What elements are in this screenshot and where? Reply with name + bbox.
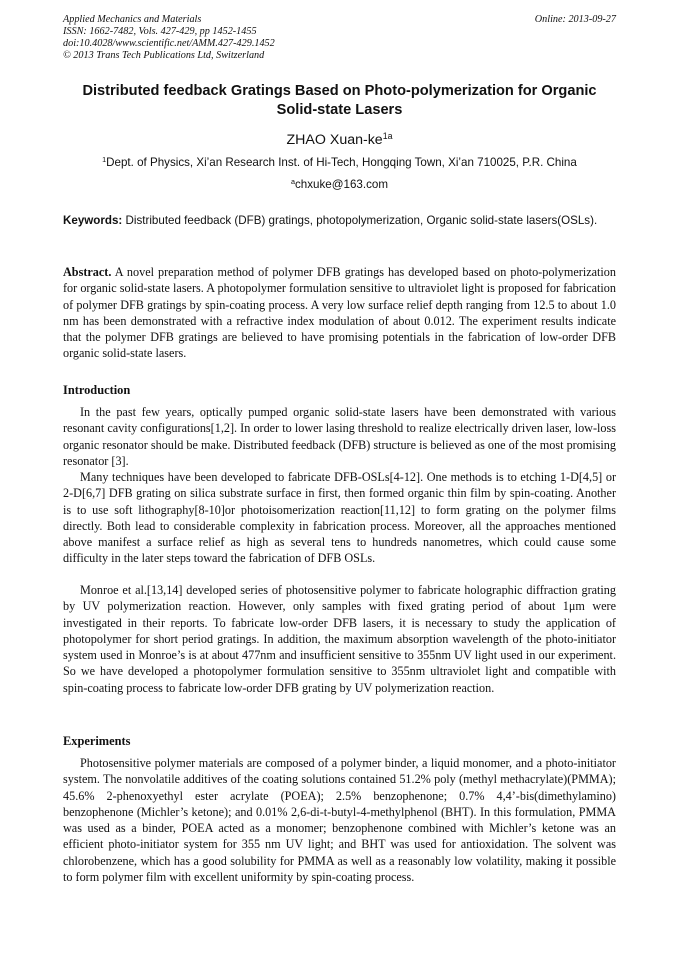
abstract-block [63,264,616,362]
journal-name: Applied Mechanics and Materials [63,14,202,25]
keywords-text: Distributed feedback (DFB) gratings, photopolymerization, Organic solid-state lasers(OSLs). [125,214,598,227]
affiliation-line [63,155,616,170]
keywords-block [63,213,616,228]
experiments-paragraph: Photosensitive polymer materials are composed of a polymer binder, a liquid monomer, and a photo-initiator system. The nonvolatile additives of the coating solutions contained 51.2% poly (methyl methacrylate)(PMMA); 45.6% 2-phenoxyethyl ester acrylate (POEA); 2.5% benzophenone; 0.7% 4,4’-bis(dimethylamino) benzophenone (Michler’s ketone); and 0.01% 2,6-di-t-butyl-4-methylphenol (BHT). In this formulation, PMMA was used as a binder, POEA acted as a monomer; benzophenone combined with Michler’s ketone was an efficient photo-initiator system for 355 nm UV light; and BHT was used for antioxidation. The solvent was chlorobenzene, which has a good solubility for PMMA as well as a reasonably low volatility, making it possible to form polymer film with excellent uniformity by spin-coating process. [63,756,616,885]
affiliation-text: Dept. of Physics, Xi’an Research Inst. of Hi-Tech, Hongqing Town, Xi’an 710025, P.R. China [106,156,577,169]
abstract-text: A novel preparation method of polymer DFB gratings has developed based on photo-polymerization for organic solid-state lasers. A photopolymer formulation sensitive to ultraviolet light is proposed for fabrication of polymer DFB gratings by spin-coating process. A very low surface relief depth ranging from 12.5 to about 1.0 nm has been demonstrated with a refractive index modulation of about 0.012. The experiment results indicate that the polymer DFB gratings are believed to have promising potentials in the fabrication of low-order DFB organic solid-state lasers. [63,265,616,361]
experiments-heading: Experiments [63,734,131,748]
email-superscript: a [291,177,295,187]
copyright-line: © 2013 Trans Tech Publications Ltd, Switzerland [63,50,265,61]
email-address: chxuke@163.com [295,178,388,191]
affiliation-superscript: 1 [102,155,107,165]
paper-title: Distributed feedback Gratings Based on Photo-polymerization for Organic Solid-state Lasers [82,83,597,118]
issn-line: ISSN: 1662-7482, Vols. 427-429, pp 1452-1455 [63,26,257,37]
keywords-label: Keywords: [63,214,123,227]
doi-line: doi:10.4028/www.scientific.net/AMM.427-429.1452 [63,38,275,49]
journal-header [63,14,616,62]
introduction-heading: Introduction [63,383,131,397]
introduction-paragraph: Monroe et al.[13,14] developed series of photosensitive polymer to fabricate holographic diffraction grating by UV polymerization reaction. However, only samples with fixed grating period of about 1μm were investigated in their reports. To fabricate low-order DFB lasers, it is necessary to study the application of photopolymer for short period gratings. In addition, the maximum absorption wavelength of the photo-initiator system used in Monroe’s is at about 477nm and insufficient sensitive to 355nm UV light used in our experiment. So we have developed a photopolymer formulation sensitive to 355nm ultraviolet light and compatible with spin-coating process to fabricate low-order DFB grating by UV polymerization reaction. [63,583,616,695]
introduction-paragraph: Many techniques have been developed to fabricate DFB-OSLs[4-12]. One methods is to etching 1-D[4,5] or 2-D[6,7] DFB grating on silica substrate surface in first, then formed organic thin film by spin-coating. Another is to use soft lithography[8-10]or photoisomerization reaction[11,12] to form grating on the polymer films directly. Both lead to considerable complexity in fabrication process. Moreover, all the approaches mentioned above manifest a surface relief as high as several tens to hundreds nanometres, which could cause some difficulty in the later steps toward the fabrication of DFB OSLs. [63,470,616,566]
email-line [63,177,616,192]
online-date: Online: 2013-09-27 [534,14,616,25]
abstract-label: Abstract. [63,265,112,279]
author-superscript: 1a [382,131,393,142]
author-name: ZHAO Xuan-ke [286,132,383,148]
author-line [63,131,616,149]
introduction-paragraph: In the past few years, optically pumped organic solid-state lasers have been demonstrated with various resonant cavity configurations[1,2]. In order to lower lasing threshold to realize electrically driven laser, low-loss organic resonator should be make. Distributed feedback (DFB) structure is believed as one of the most promising resonator [3]. [63,405,616,468]
